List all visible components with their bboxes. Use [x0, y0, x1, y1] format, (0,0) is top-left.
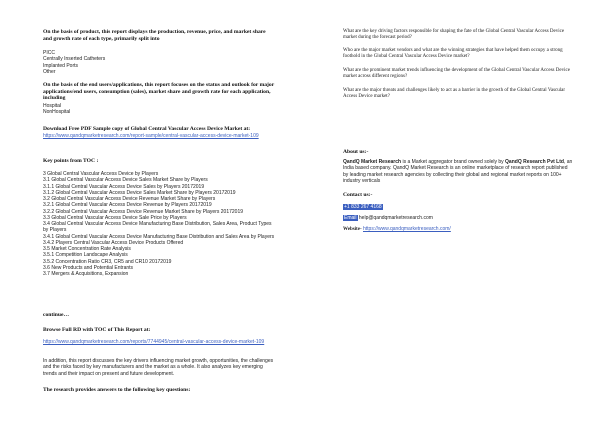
product-types-list — [43, 50, 275, 75]
toc-list — [43, 171, 275, 277]
website-label: Website- — [343, 227, 362, 232]
toc-item: 3.2.2 Global Central Vascular Access Device Revenue Market Share by Players 20172019 — [43, 208, 244, 215]
application-item: Hospital — [43, 103, 62, 109]
question-item: Who are the major market vendors and what are the winning strategies that have helped them occupy a strong foothold in the Global Central Vascular Access Device market? — [343, 48, 563, 60]
website-row — [343, 226, 573, 233]
toc-item: 3.4 Global Central Vascular Access Device Manufacturing Base Distribution, Sales Area, Product Types by Players — [43, 221, 272, 234]
questions-heading: The research provides answers to the following key questions: — [43, 387, 191, 393]
toc-item: 3.1.1 Global Central Vascular Access Device Sales by Players 20172019 — [43, 183, 205, 190]
toc-heading: Key points from TOC : — [43, 158, 99, 164]
browse-heading: Browse Full RD with TOC of This Report at: — [43, 327, 151, 333]
question-item: What are the prominent market trends influencing the development of the Global Central Vascular Access Device market across different regions? — [343, 68, 570, 80]
type-item: PICC — [43, 50, 55, 56]
question-item: What are the major threats and challenges likely to act as a barrier in the growth of the Global Central Vascular Access Device market? — [343, 88, 566, 100]
question-item: What are the key driving factors responsible for shaping the fate of the Global Central Vascular Access Device market during the forecast period? — [343, 29, 565, 41]
about-heading: About us:- — [343, 149, 369, 155]
type-item: Other — [43, 68, 56, 75]
sample-link[interactable]: https://www.qandqmarketresearch.com/report-sample/central-vascular-access-device-market-109 — [43, 133, 259, 139]
toc-item: 3.5.2 Concentration Ratio CR3, CR5 and CR10 20172019 — [43, 258, 172, 265]
right-column — [343, 0, 573, 424]
owner-name: QandQ Research Pvt Ltd — [505, 159, 564, 165]
about-rest: , an India based company. QandQ Market Research is an online marketplace of research report published by leading market research agencies by collecting their global and regional market reports on 100+ industry verticals — [343, 159, 573, 184]
toc-item: 3.2.1 Global Central Vascular Access Device Revenue by Players 20172019 — [43, 202, 212, 209]
contact-heading: Contact us:- — [343, 192, 373, 198]
about-paragraph — [343, 159, 573, 184]
toc-item: 3.1 Global Central Vascular Access Device Sales Market Share by Players — [43, 177, 208, 184]
toc-item: 3.2 Global Central Vascular Access Device Revenue Market Share by Players — [43, 196, 216, 202]
browse-link[interactable]: https://www.qandqmarketresearch.com/reports/7744945/central-vascular-access-device-market-109 — [43, 339, 265, 345]
addition-paragraph: In addition, this report discusses the key drivers influencing market growth, opportunities, the challenges and the risks faced by key manufacturers and the market as a whole. It also analyzes key emerging trends and their impact on present and future development. — [43, 358, 274, 377]
toc-item: 3.7 Mergers & Acquisitions, Expansion — [43, 271, 129, 277]
email-row — [343, 215, 573, 221]
application-item: NonHospital — [43, 109, 71, 116]
toc-item: 3.6 New Products and Potential Entrants — [43, 264, 134, 271]
about-mid: is a Market aggregator brand owned solely by — [401, 159, 506, 165]
continue-text: continue… — [43, 312, 70, 318]
toc-item: 3.5 Market Concentration Rate Analysis — [43, 246, 131, 252]
sample-heading: Download Free PDF Sample copy of Global Central Vascular Access Device Market at: — [43, 126, 251, 132]
applications-intro: On the basis of the end users/applications, this report focuses on the status and outlook for major applications/end users, consumption (sales), market share and growth rate for each application, including — [43, 82, 275, 102]
toc-item: 3 Global Central Vascular Access Device by Players — [43, 171, 159, 177]
product-intro: On the basis of product, this report displays the production, revenue, price, and market share and growth rate of each type, primarily split into — [43, 29, 266, 42]
toc-item: 3.5.1 Competition Landscape Analysis — [43, 252, 128, 259]
type-item: Implanted Ports — [43, 62, 79, 69]
email-label: Email — [344, 215, 357, 221]
email-address[interactable]: help@qandqmarketresearch.com — [358, 215, 433, 221]
company-name: QandQ Market Research — [343, 159, 402, 165]
applications-list — [43, 103, 275, 116]
phone-row — [343, 204, 573, 210]
toc-item: 3.1.2 Global Central Vascular Access Device Sales Market Share by Players 20172019 — [43, 189, 236, 196]
toc-item: 3.4.2 Players Central Vascular Access Device Products Offered — [43, 239, 184, 246]
type-item: Centrally Inserted Catheters — [43, 56, 106, 63]
phone-number[interactable]: +1 833 267 4168 — [344, 204, 382, 210]
left-column — [43, 0, 275, 424]
toc-item: 3.3 Global Central Vascular Access Device Sale Price by Players — [43, 214, 187, 221]
toc-item: 3.4.1 Global Central Vascular Access Device Manufacturing Base Distribution and Sales Area by Players — [43, 233, 275, 240]
website-link[interactable]: https://www.qandqmarketresearch.com/ — [363, 226, 451, 232]
